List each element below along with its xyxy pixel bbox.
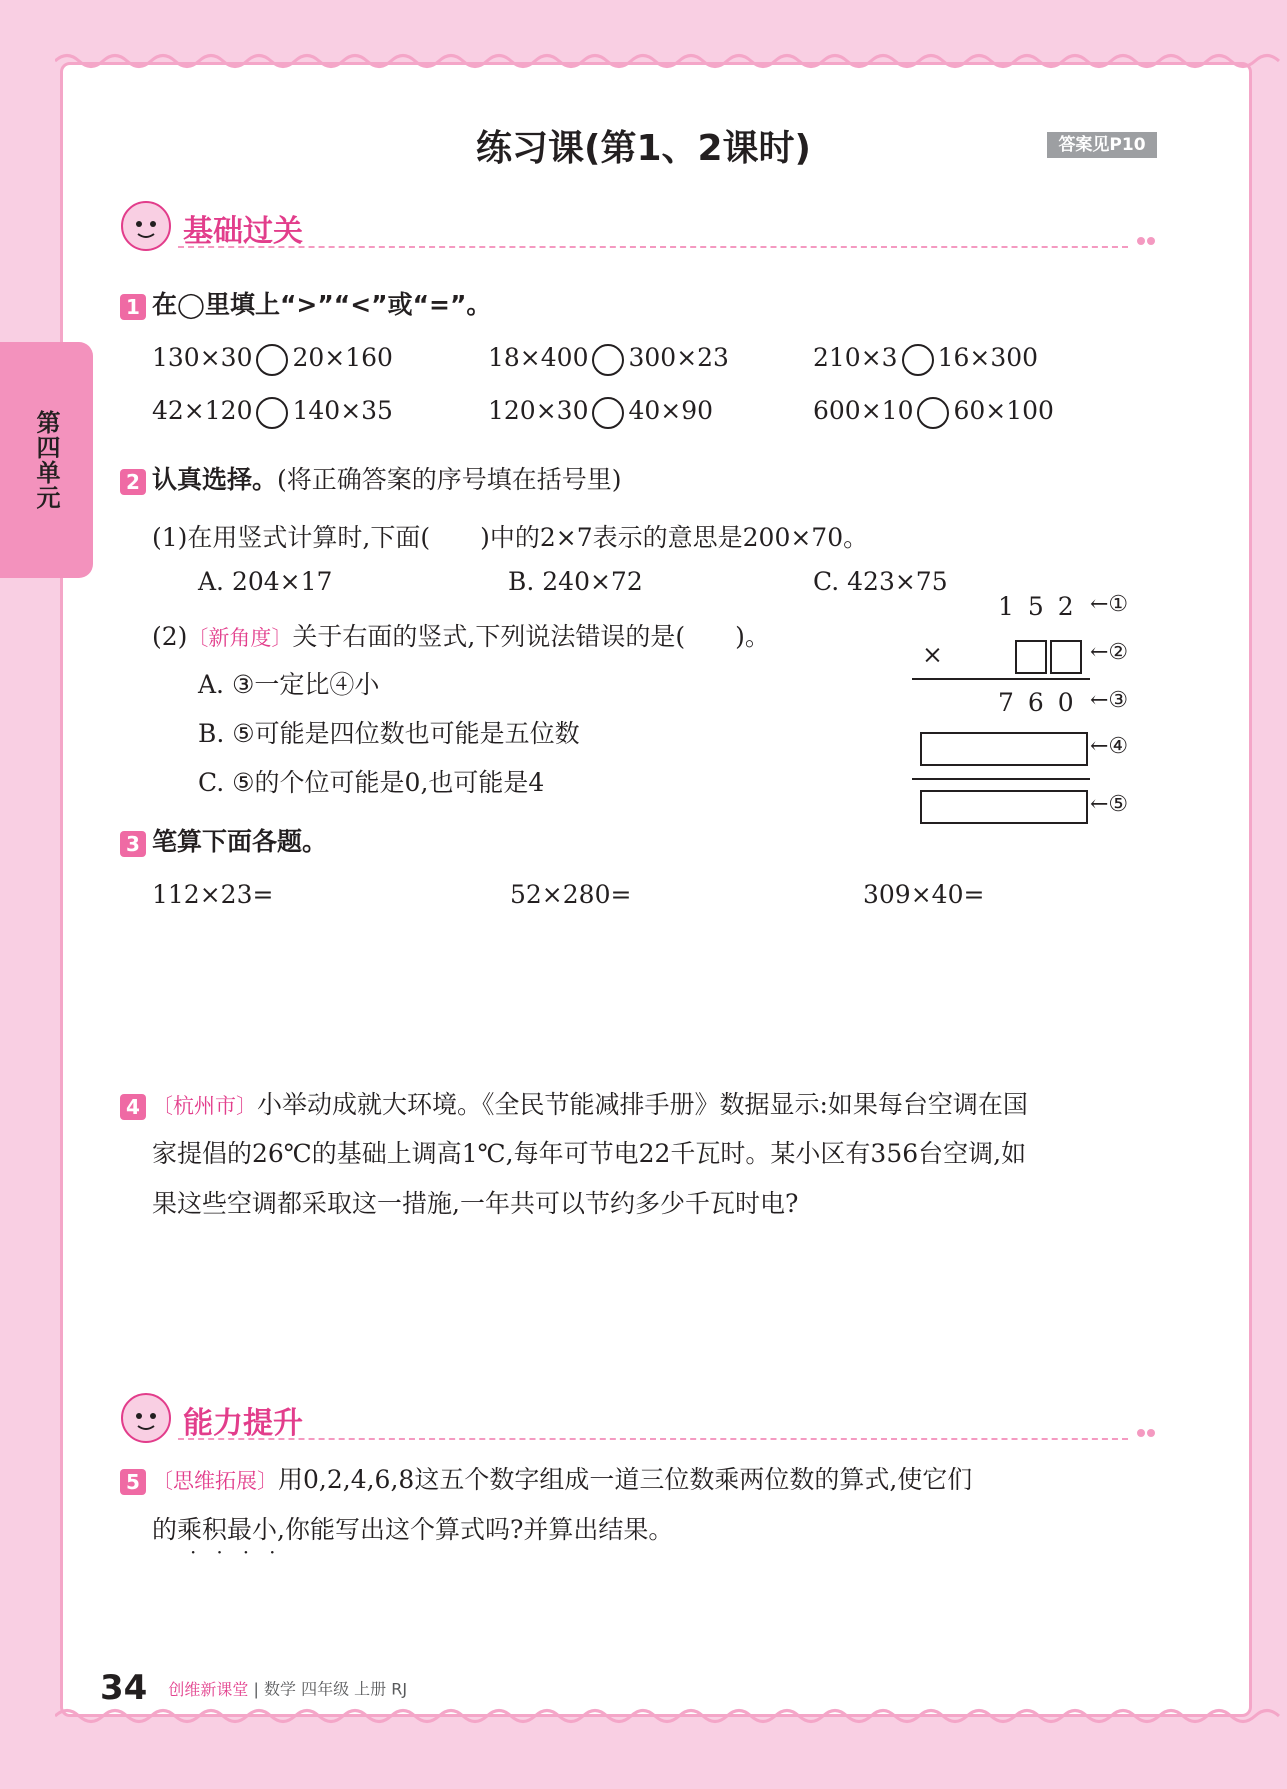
expr-left: 210×3 <box>813 343 898 372</box>
question-number: 1 <box>120 294 146 320</box>
expr-right: 60×100 <box>953 396 1054 425</box>
question-2-sub1: (1)在用竖式计算时,下面( )中的2×7表示的意思是200×70。 <box>152 523 869 552</box>
expr-right: 140×35 <box>292 396 393 425</box>
mark-4: ←④ <box>1090 734 1129 759</box>
section-header-advance <box>118 1392 1158 1452</box>
question-5 <box>120 1460 1160 1496</box>
page-footer <box>100 1668 407 1708</box>
footer-brand: 创维新课堂 <box>168 1679 249 1699</box>
option-c[interactable]: C. 423×75 <box>813 567 948 596</box>
expr-right: 20×160 <box>292 343 393 372</box>
question-number: 4 <box>120 1094 146 1120</box>
compare-item <box>488 396 713 429</box>
option-a[interactable]: A. 204×17 <box>198 567 333 596</box>
answer-circle[interactable] <box>902 344 934 376</box>
unit-side-tab <box>0 342 93 578</box>
digit-box[interactable] <box>1050 640 1082 674</box>
section-title-advance: 能力提升 <box>183 1406 303 1441</box>
question-4-line-2: 家提倡的26℃的基础上调高1℃,每年可节电22千瓦时。某小区有356台空调,如 <box>152 1139 1027 1168</box>
section-divider <box>178 1438 1128 1440</box>
question-2-sub2 <box>152 617 770 653</box>
section-header-basic <box>118 200 1158 260</box>
calc-item: 52×280= <box>510 880 632 909</box>
sub2-text: 关于右面的竖式,下列说法错误的是( )。 <box>292 622 770 651</box>
option-a[interactable]: A. ③一定比④小 <box>198 670 380 699</box>
vert-row-3: 760 <box>998 688 1088 717</box>
compare-item <box>488 343 729 376</box>
mark-5: ←⑤ <box>1090 792 1129 817</box>
expr-right: 300×23 <box>628 343 729 372</box>
expr-left: 18×400 <box>488 343 589 372</box>
section-divider <box>178 246 1128 248</box>
answer-circle[interactable] <box>917 397 949 429</box>
expr-right: 16×300 <box>937 343 1039 372</box>
option-b[interactable]: B. 240×72 <box>508 567 643 596</box>
partial-product-box[interactable] <box>920 732 1088 766</box>
product-box[interactable] <box>920 790 1088 824</box>
option-b[interactable]: B. ⑤可能是四位数也可能是五位数 <box>198 719 580 748</box>
question-1 <box>120 285 491 321</box>
tag-thinking: 〔思维拓展〕 <box>152 1469 278 1493</box>
vert-line <box>912 678 1090 680</box>
question-3-title: 笔算下面各题。 <box>152 827 328 856</box>
question-4-line-1: 小举动成就大环境。《全民节能减排手册》数据显示:如果每台空调在国 <box>257 1090 1028 1119</box>
section-title-basic: 基础过关 <box>183 214 303 249</box>
vert-line <box>912 778 1090 780</box>
page-number: 34 <box>100 1668 148 1708</box>
multiply-sign: × <box>922 640 957 669</box>
sub2-prefix: (2) <box>152 622 188 651</box>
compare-item <box>152 396 393 429</box>
question-number: 3 <box>120 831 146 857</box>
compare-item <box>813 343 1038 376</box>
compare-item <box>813 396 1054 429</box>
vert-row-1: 152 <box>998 592 1088 621</box>
question-number: 5 <box>120 1469 146 1495</box>
mark-2: ←② <box>1090 640 1129 665</box>
question-5-line-1: 用0,2,4,6,8这五个数字组成一道三位数乘两位数的算式,使它们 <box>278 1465 973 1494</box>
unit-side-tab-label: 第四单元 <box>32 410 60 510</box>
digit-box[interactable] <box>1015 640 1047 674</box>
dots-ornament-icon <box>1136 1426 1158 1440</box>
expr-left: 130×30 <box>152 343 253 372</box>
answer-circle[interactable] <box>256 397 288 429</box>
question-1-text: 在◯里填上“>”“<”或“=”。 <box>152 290 492 319</box>
question-number: 2 <box>120 469 146 495</box>
question-2-title: 认真选择。 <box>152 465 278 494</box>
mascot-icon <box>118 1392 174 1444</box>
option-c[interactable]: C. ⑤的个位可能是0,也可能是4 <box>198 768 545 797</box>
expr-left: 600×10 <box>813 396 914 425</box>
mascot-icon <box>118 200 174 252</box>
tag-region: 〔杭州市〕 <box>152 1094 257 1118</box>
mark-3: ←③ <box>1090 688 1129 713</box>
mark-1: ←① <box>1090 592 1129 617</box>
emphasis-dots: ···· <box>190 1540 296 1564</box>
answer-circle[interactable] <box>256 344 288 376</box>
question-2 <box>120 460 622 496</box>
footer-meta: | 数学 四年级 上册 RJ <box>253 1679 408 1699</box>
calc-item: 112×23= <box>152 880 274 909</box>
question-3 <box>120 822 327 858</box>
answer-reference-badge: 答案见P10 <box>1047 132 1157 158</box>
tag-new-angle: 〔新角度〕 <box>187 626 293 650</box>
vertical-multiplication <box>910 588 1160 828</box>
answer-circle[interactable] <box>592 397 624 429</box>
page-title: 练习课(第1、2课时) <box>475 128 811 169</box>
calc-item: 309×40= <box>863 880 985 909</box>
compare-item <box>152 343 393 376</box>
question-2-hint: (将正确答案的序号填在括号里) <box>277 465 622 494</box>
question-4 <box>120 1085 1160 1121</box>
answer-circle[interactable] <box>592 344 624 376</box>
question-4-line-3: 果这些空调都采取这一措施,一年共可以节约多少千瓦时电? <box>152 1189 799 1218</box>
expr-right: 40×90 <box>628 396 714 425</box>
expr-left: 120×30 <box>488 396 589 425</box>
question-5-line-2: 的乘积最小,你能写出这个算式吗?并算出结果。 <box>152 1515 674 1544</box>
expr-left: 42×120 <box>152 396 253 425</box>
dots-ornament-icon <box>1136 234 1158 248</box>
